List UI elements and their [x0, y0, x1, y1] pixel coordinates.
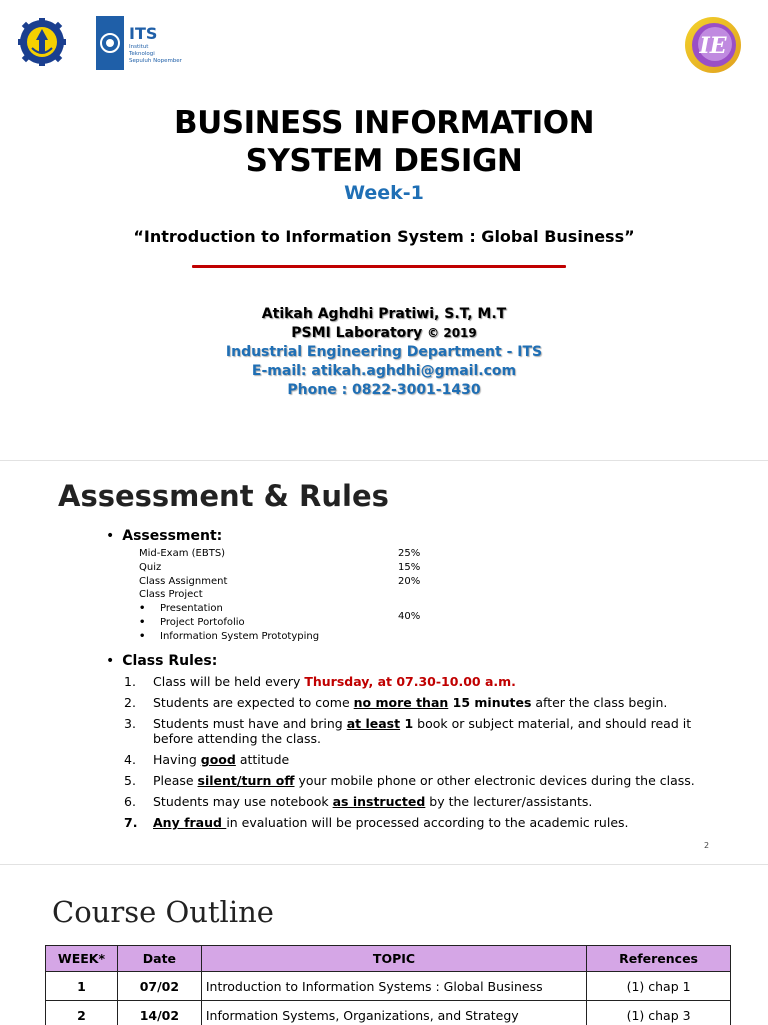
slide-heading: Assessment & Rules [58, 479, 389, 513]
bullet-icon: • [139, 630, 160, 644]
rule-item: 7. Any fraud in evaluation will be processed according to the academic rules. [124, 815, 704, 830]
rule-item: 6. Students may use notebook as instructed by the lecturer/assistants. [124, 794, 704, 809]
deck-title [0, 104, 768, 180]
assessment-row: Quiz 15% [139, 561, 439, 575]
red-divider [192, 265, 566, 268]
its-wordmark-logo [96, 16, 192, 70]
title-line-1: BUSINESS INFORMATION [0, 104, 768, 142]
topic-cell: Information Systems, Organizations, and Strategy [201, 1001, 586, 1025]
assessment-row: Mid-Exam (EBTS) 25% [139, 547, 439, 561]
author-info [0, 305, 768, 400]
topic-cell: Introduction to Information Systems : Global Business [201, 972, 586, 1001]
ie-logo [684, 16, 742, 74]
week-label: Week-1 [0, 182, 768, 204]
bullet-icon: • [139, 602, 160, 616]
slide-heading: Course Outline [52, 895, 274, 929]
column-header: Date [117, 946, 201, 972]
course-outline-table [45, 945, 731, 1025]
assessment-table [139, 547, 439, 644]
assessment-slide [0, 460, 768, 861]
bullet-icon: • [106, 528, 114, 544]
lab-name: PSMI Laboratory [291, 325, 422, 341]
date-cell: 14/02 [117, 1001, 201, 1025]
page-number: 2 [704, 841, 709, 850]
date-cell: 07/02 [117, 972, 201, 1001]
svg-text:Sepuluh Nopember: Sepuluh Nopember [129, 58, 183, 64]
its-seal-logo [18, 18, 66, 66]
author-name: Atikah Aghdhi Pratiwi, S.T, M.T [0, 305, 768, 324]
rule-item: 3. Students must have and bring at least 1 book or subject material, and should read it before attending the class. [124, 716, 704, 746]
week-cell: 2 [46, 1001, 118, 1025]
svg-text:Teknologi: Teknologi [128, 51, 155, 57]
assessment-subrow: • Information System Prototyping [139, 630, 439, 644]
bullet-icon: • [106, 653, 114, 669]
phone: Phone : 0822-3001-1430 [0, 381, 768, 400]
rules-list [124, 674, 704, 836]
assessment-subrow: • Project Portofolio 40% [139, 616, 439, 630]
column-header: WEEK* [46, 946, 118, 972]
table-row [46, 1001, 731, 1025]
column-header: TOPIC [201, 946, 586, 972]
assessment-heading: • Assessment: [106, 528, 222, 544]
project-pct: 40% [398, 610, 420, 624]
lab-line [0, 324, 768, 343]
year: © 2019 [427, 326, 477, 340]
rule-item: 2. Students are expected to come no more than 15 minutes after the class begin. [124, 695, 704, 710]
column-header: References [587, 946, 731, 972]
svg-text:ITS: ITS [129, 24, 157, 43]
week-cell: 1 [46, 972, 118, 1001]
department: Industrial Engineering Department - ITS [0, 343, 768, 362]
title-slide [0, 0, 768, 456]
svg-text:IE: IE [698, 33, 727, 59]
reference-cell: (1) chap 1 [587, 972, 731, 1001]
title-line-2: SYSTEM DESIGN [0, 142, 768, 180]
rule-item: 5. Please silent/turn off your mobile phone or other electronic devices during the class. [124, 773, 704, 788]
bullet-icon: • [139, 616, 160, 630]
reference-cell: (1) chap 3 [587, 1001, 731, 1025]
assessment-row: Class Assignment 20% [139, 575, 439, 589]
lecture-subtitle: “Introduction to Information System : Global Business” [0, 227, 768, 246]
table-header-row [46, 946, 731, 972]
rule-item: 1. Class will be held every Thursday, at 07.30-10.00 a.m. [124, 674, 704, 689]
table-row [46, 972, 731, 1001]
svg-text:Institut: Institut [129, 44, 149, 50]
rules-heading: • Class Rules: [106, 653, 217, 669]
assessment-row: Class Project [139, 588, 439, 602]
assessment-subrow: • Presentation [139, 602, 439, 616]
rule-item: 4. Having good attitude [124, 752, 704, 767]
email: E-mail: atikah.aghdhi@gmail.com [0, 362, 768, 381]
course-outline-slide [0, 864, 768, 1025]
